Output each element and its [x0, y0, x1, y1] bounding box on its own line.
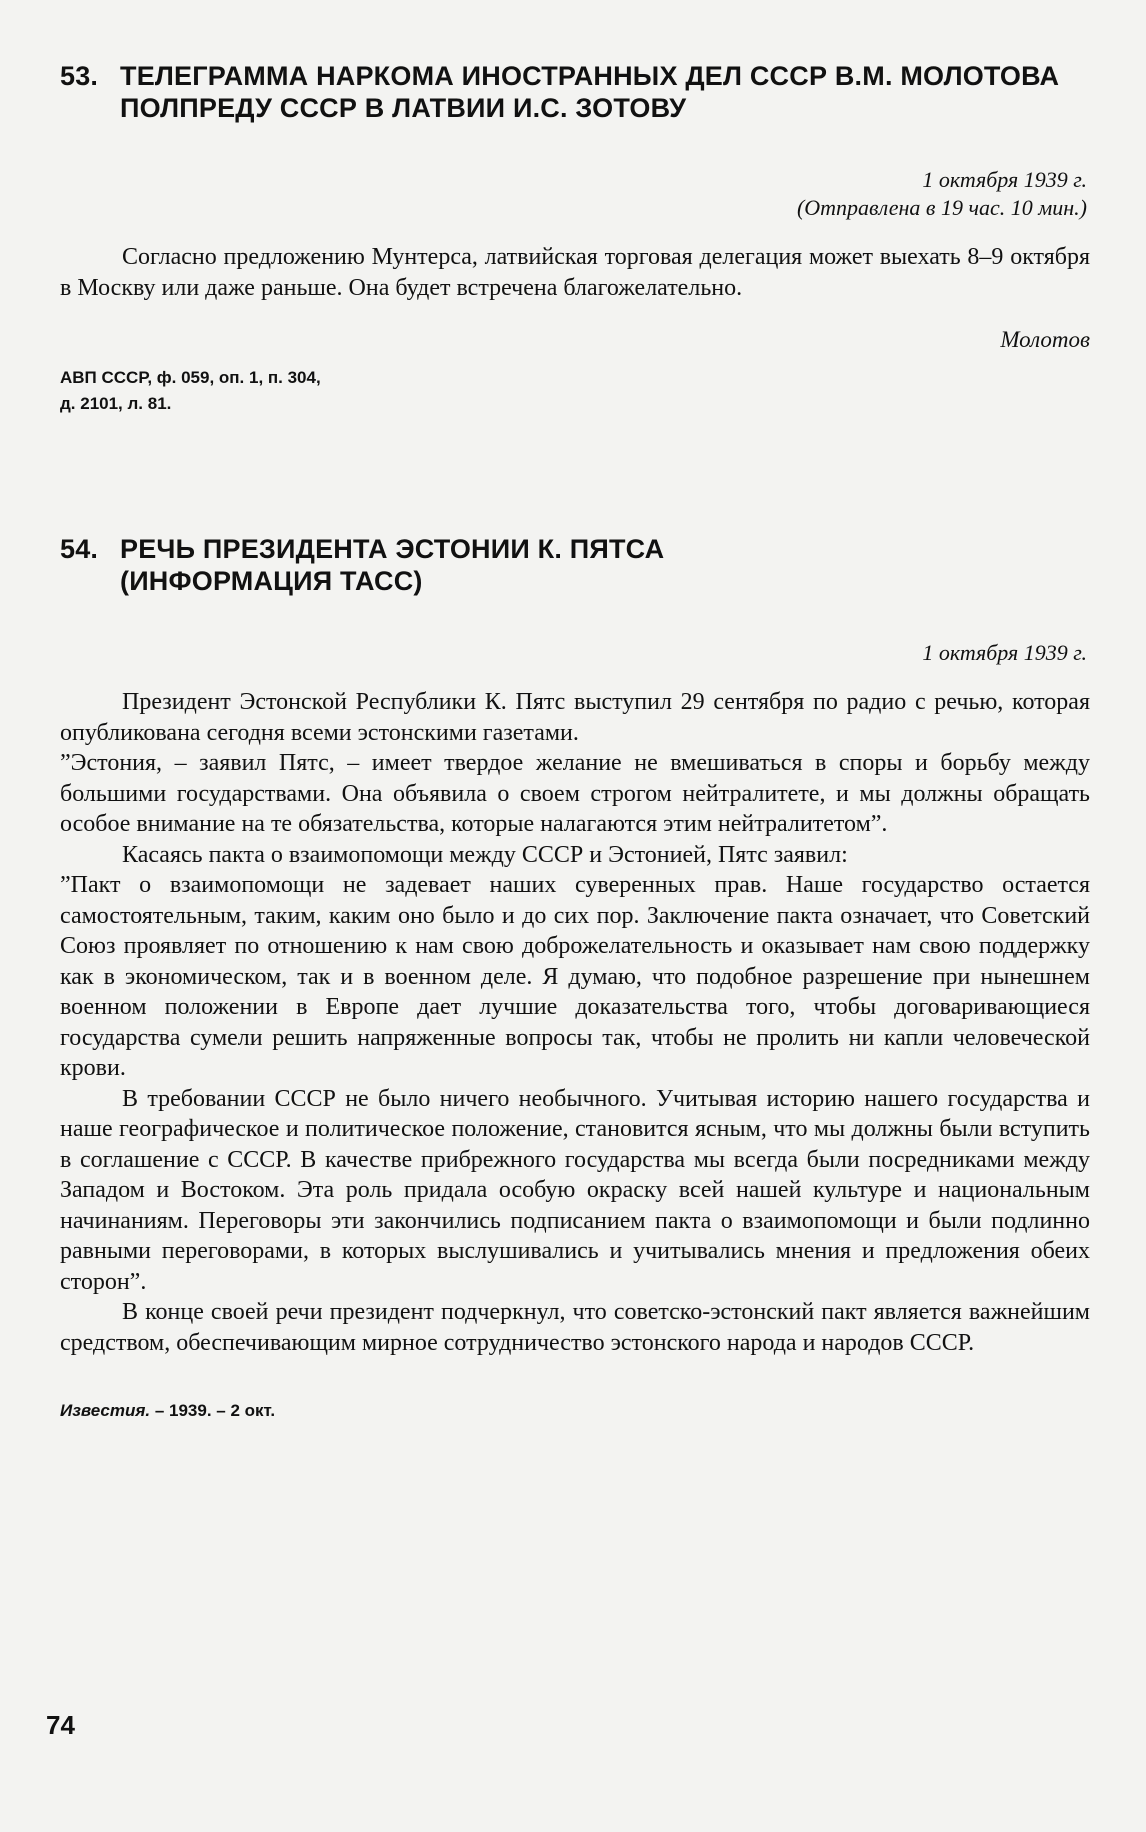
page-number: 74 — [46, 1710, 75, 1740]
doc54-paragraph: В требовании СССР не было ничего необычного. Учитывая историю нашего государства и наше географическое и политическое положение, становится ясным, что мы должны были вступить в соглашение с СССР. В качестве прибрежного государства мы всегда были посредниками между Западом и Востоком. Эта роль придала особую окраску всей нашей культуре и национальным начинаниям. Переговоры эти закончились подписанием пакта о взаимопомощи и были подлинно равными переговорами, в которых выслушивались и учитывались мнения и предложения обеих сторон”. — [60, 1085, 1090, 1295]
doc54-source-rest: – 1939. – 2 окт. — [150, 1401, 276, 1420]
doc53-sent-time: (Отправлена в 19 час. 10 мин.) — [796, 195, 1087, 220]
doc53-text: Согласно предложению Мунтерса, латвийская торговая делегация может выехать 8–9 октября в Москву или даже раньше. Она будет встречена благожелательно. — [60, 244, 1090, 301]
doc53-source-line2: д. 2101, л. 81. — [60, 394, 172, 413]
doc54-paragraph: Касаясь пакта о взаимопомощи между СССР и Эстонией, Пятс заявил: — [122, 841, 848, 868]
doc53-signature: Молотов — [1000, 327, 1090, 352]
doc53-title-text: ТЕЛЕГРАММА НАРКОМА ИНОСТРАННЫХ ДЕЛ СССР В.М. МОЛОТОВА ПОЛПРЕДУ СССР В ЛАТВИИ И.С. ЗОТОВУ — [120, 61, 1060, 123]
doc54-source-title: Известия. — [60, 1401, 151, 1420]
document-page — [60, 60, 1090, 1780]
doc54-paragraph: Президент Эстонской Республики К. Пятс выступил 29 сентября по радио с речью, которая опубликована сегодня всеми эстонскими газетами. — [60, 689, 1090, 746]
doc54-source — [60, 1398, 1090, 1424]
doc54-quote-estonia: ”Эстония, – заявил Пятс, – имеет твердое желание не вмешиваться в споры и борьбу между большими государствами. Она объявила о своем строгом нейтралитете, и мы должны обращать особое внимание на те обязательства, которые налагаются этим нейтралитетом”. — [60, 750, 1090, 837]
doc53-source — [60, 365, 1090, 417]
doc54-title-line2: (ИНФОРМАЦИЯ ТАСС) — [120, 566, 423, 596]
doc54-paragraph: В конце своей речи президент подчеркнул, что советско-эстонский пакт является важнейшим средством, обеспечивающим мирное сотрудничество эстонского народа и народов СССР. — [60, 1299, 1090, 1356]
doc54-number: 54. — [60, 534, 99, 564]
doc54-date: 1 октября 1939 г. — [922, 640, 1087, 665]
doc53-title — [60, 60, 1090, 124]
doc54-quote-pact: ”Пакт о взаимопомощи не задевает наших суверенных прав. Наше государство остается самостоятельным, таким, каким оно было и до сих пор. Заключение пакта означает, что Советский Союз проявляет по отношению к нам свою доброжелательность и оказывает нам свою поддержку как в экономическом, так и в военном деле. Я думаю, что подобное разрешение при нынешнем военном положении в Европе дает лучшие доказательства того, чтобы договаривающиеся государства сумели решить напряженные вопросы так, чтобы не пролить ни капли человеческой крови. — [60, 872, 1090, 1081]
doc54-title — [60, 533, 1090, 597]
doc53-date: 1 октября 1939 г. — [922, 167, 1087, 192]
doc54-title-line1: РЕЧЬ ПРЕЗИДЕНТА ЭСТОНИИ К. ПЯТСА — [120, 534, 665, 564]
doc53-number: 53. — [60, 61, 99, 91]
doc53-source-line1: АВП СССР, ф. 059, оп. 1, п. 304, — [60, 368, 321, 387]
